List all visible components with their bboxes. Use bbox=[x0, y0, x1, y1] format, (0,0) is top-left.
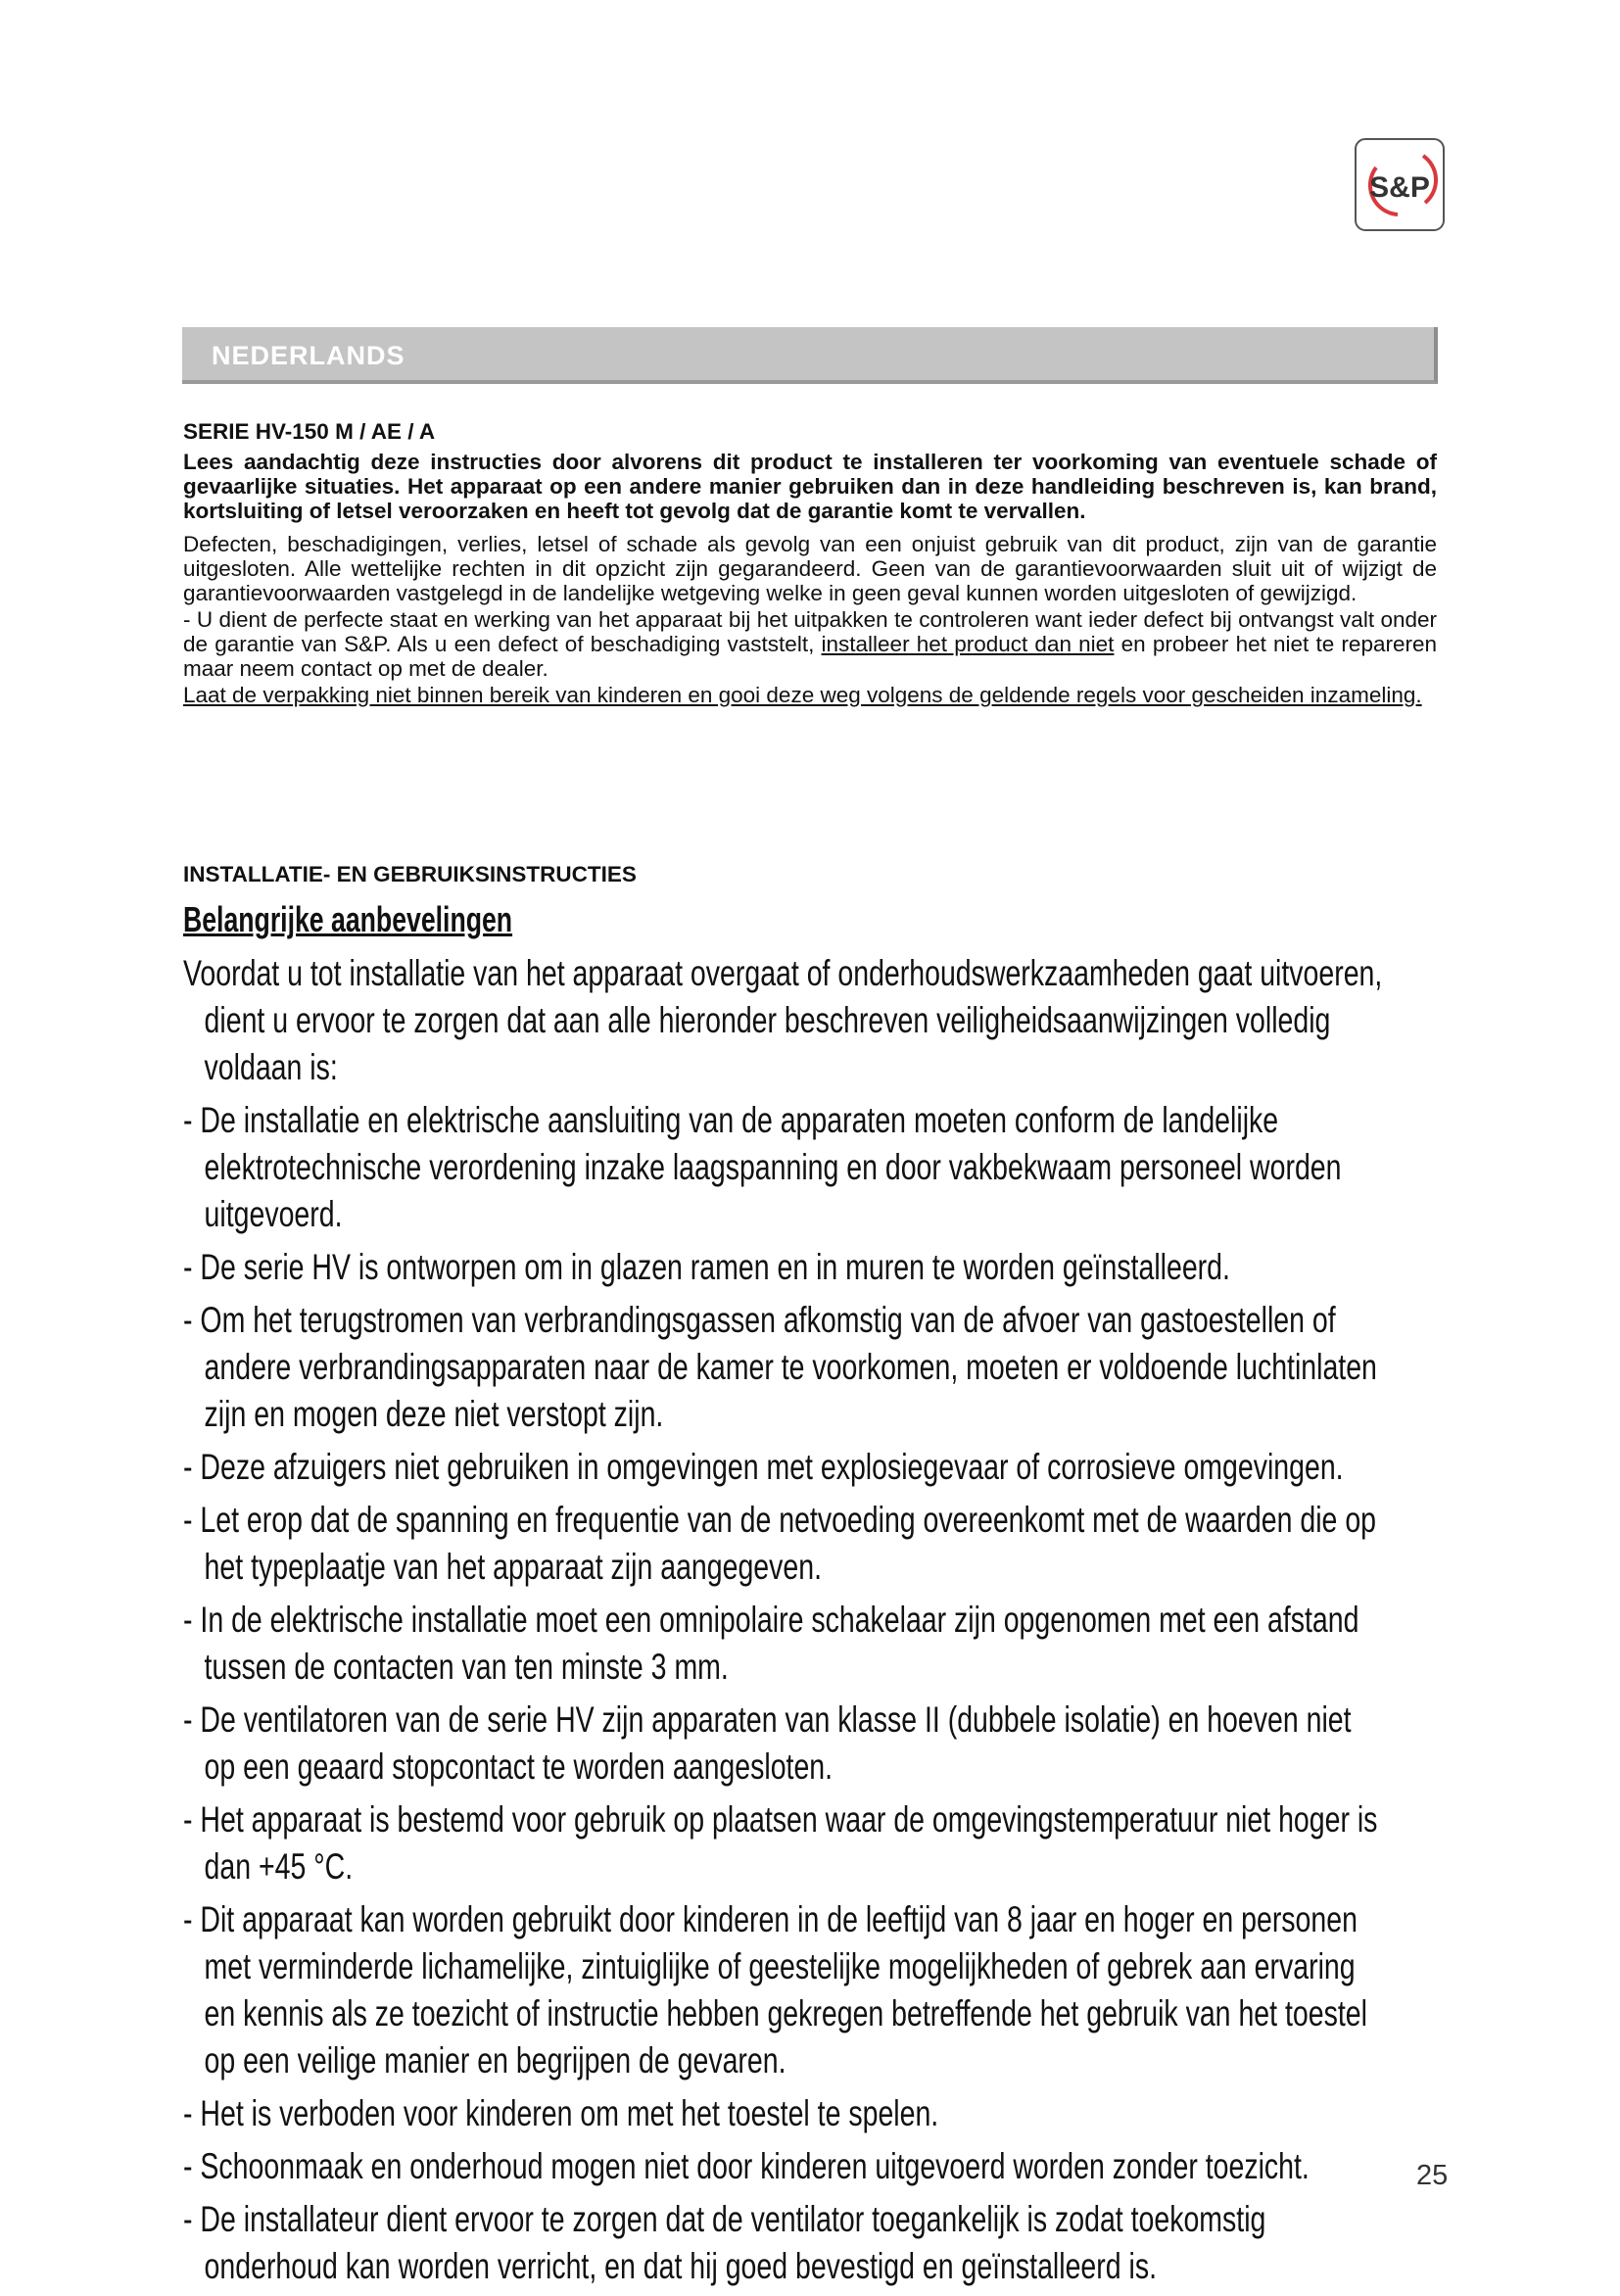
list-item: - Let erop dat de spanning en frequentie van de netvoeding overeenkomt met de waarden die op het typeplaatje van het apparaat zijn aangegeven. bbox=[183, 1500, 1377, 1587]
list-item: - Het apparaat is bestemd voor gebruik op plaatsen waar de omgevingstemperatuur niet hoger is dan +45 °C. bbox=[183, 1799, 1378, 1887]
language-label: NEDERLANDS bbox=[212, 341, 405, 370]
series-title: SERIE HV-150 M / AE / A bbox=[183, 419, 436, 444]
inspection-paragraph bbox=[183, 607, 1437, 681]
brand-logo bbox=[1355, 138, 1445, 231]
list-item: - Dit apparaat kan worden gebruikt door kinderen in de leeftijd van 8 jaar en hoger en personen met verminderde lichamelijke, zintuiglijke of geestelijke mogelijkheden of gebrek aan ervaring en kennis als ze toezicht of instructie hebben gekregen betreffende het gebruik van het toestel op een veilige manier en begrijpen de gevaren. bbox=[183, 1899, 1367, 2081]
list-item: - De ventilatoren van de serie HV zijn apparaten van klasse II (dubbele isolatie) en hoeven niet op een geaard stopcontact te worden aangesloten. bbox=[183, 1699, 1352, 1787]
language-bar bbox=[182, 327, 1438, 384]
installation-heading: INSTALLATIE- EN GEBRUIKSINSTRUCTIES bbox=[183, 862, 637, 886]
list-item: - Om het terugstromen van verbrandingsgassen afkomstig van de afvoer van gastoestellen of andere verbrandingsapparaten naar de kamer te voorkomen, moeten er voldoende luchtinlaten zijn en mogen deze niet verstopt zijn. bbox=[183, 1300, 1377, 1434]
brand-text: S&P bbox=[1369, 171, 1430, 204]
list-item: - In de elektrische installatie moet een omnipolaire schakelaar zijn opgenomen met een afstand tussen de contacten van ten minste 3 mm. bbox=[183, 1600, 1359, 1687]
list-item: Voordat u tot installatie van het apparaat overgaat of onderhoudswerkzaamheden gaat uitvoeren, dient u ervoor te zorgen dat aan alle hieronder beschreven veiligheidsaanwijzingen volledig voldaan is: bbox=[183, 953, 1383, 1087]
warranty-paragraph: Defecten, beschadigingen, verlies, letsel of schade als gevolg van een onjuist gebruik van dit product, zijn van de garantie uitgesloten. Alle wettelijke rechten in dit opzicht zijn gegarandeerd. Geen van de garantievoorwaarden sluit uit of wijzigt de garantievoorwaarden vastgelegd in de landelijke wetgeving welke in geen geval kunnen worden uitgesloten of gewijzigd. bbox=[183, 532, 1437, 605]
sp-logo-icon bbox=[1355, 138, 1445, 231]
inspection-text-1: - U dient de perfecte staat en werking van het apparaat bij het uitpakken te controleren want ieder defect bij ontvangst valt onder de garantie van S&P. Als u een defect of beschadiging vaststelt, bbox=[183, 607, 1437, 656]
list-item: - Het is verboden voor kinderen om met het toestel te spelen. bbox=[183, 2093, 939, 2133]
inspection-text-2: en probeer het niet te repareren maar neem contact op met de dealer. bbox=[183, 632, 1437, 681]
safety-warning: Lees aandachtig deze instructies door alvorens dit product te installeren ter voorkoming van eventuele schade of gevaarlijke situaties. Het apparaat op een andere manier gebruiken dan in deze handleiding beschreven is, kan brand, kortsluiting of letsel veroorzaken en heeft tot gevolg dat de garantie komt te vervallen. bbox=[183, 450, 1437, 523]
list-item: - Schoonmaak en onderhoud mogen niet door kinderen uitgevoerd worden zonder toezicht. bbox=[183, 2146, 1310, 2186]
packaging-paragraph bbox=[183, 683, 1437, 707]
inspection-underlined: installeer het product dan niet bbox=[821, 632, 1115, 656]
page-number: 25 bbox=[1416, 2160, 1449, 2191]
intro-section bbox=[183, 419, 1437, 709]
list-item: - De installateur dient ervoor te zorgen dat de ventilator toegankelijk is zodat toekomstig onderhoud kan worden verricht, en dat hij goed bevestigd en geïnstalleerd is. bbox=[183, 2199, 1266, 2286]
list-item: - Deze afzuigers niet gebruiken in omgevingen met explosiegevaar of corrosieve omgevingen. bbox=[183, 1447, 1344, 1487]
recommendations-list bbox=[183, 950, 1390, 2296]
recommendations-heading: Belangrijke aanbevelingen bbox=[183, 899, 513, 939]
packaging-text: Laat de verpakking niet binnen bereik van kinderen en gooi deze weg volgens de geldende regels voor gescheiden inzameling. bbox=[183, 683, 1422, 707]
list-item: - De serie HV is ontworpen om in glazen ramen en in muren te worden geïnstalleerd. bbox=[183, 1247, 1230, 1287]
list-item: - De installatie en elektrische aansluiting van de apparaten moeten conform de landelijke elektrotechnische verordening inzake laagspanning en door vakbekwaam personeel worden uitgevoerd. bbox=[183, 1100, 1342, 1234]
